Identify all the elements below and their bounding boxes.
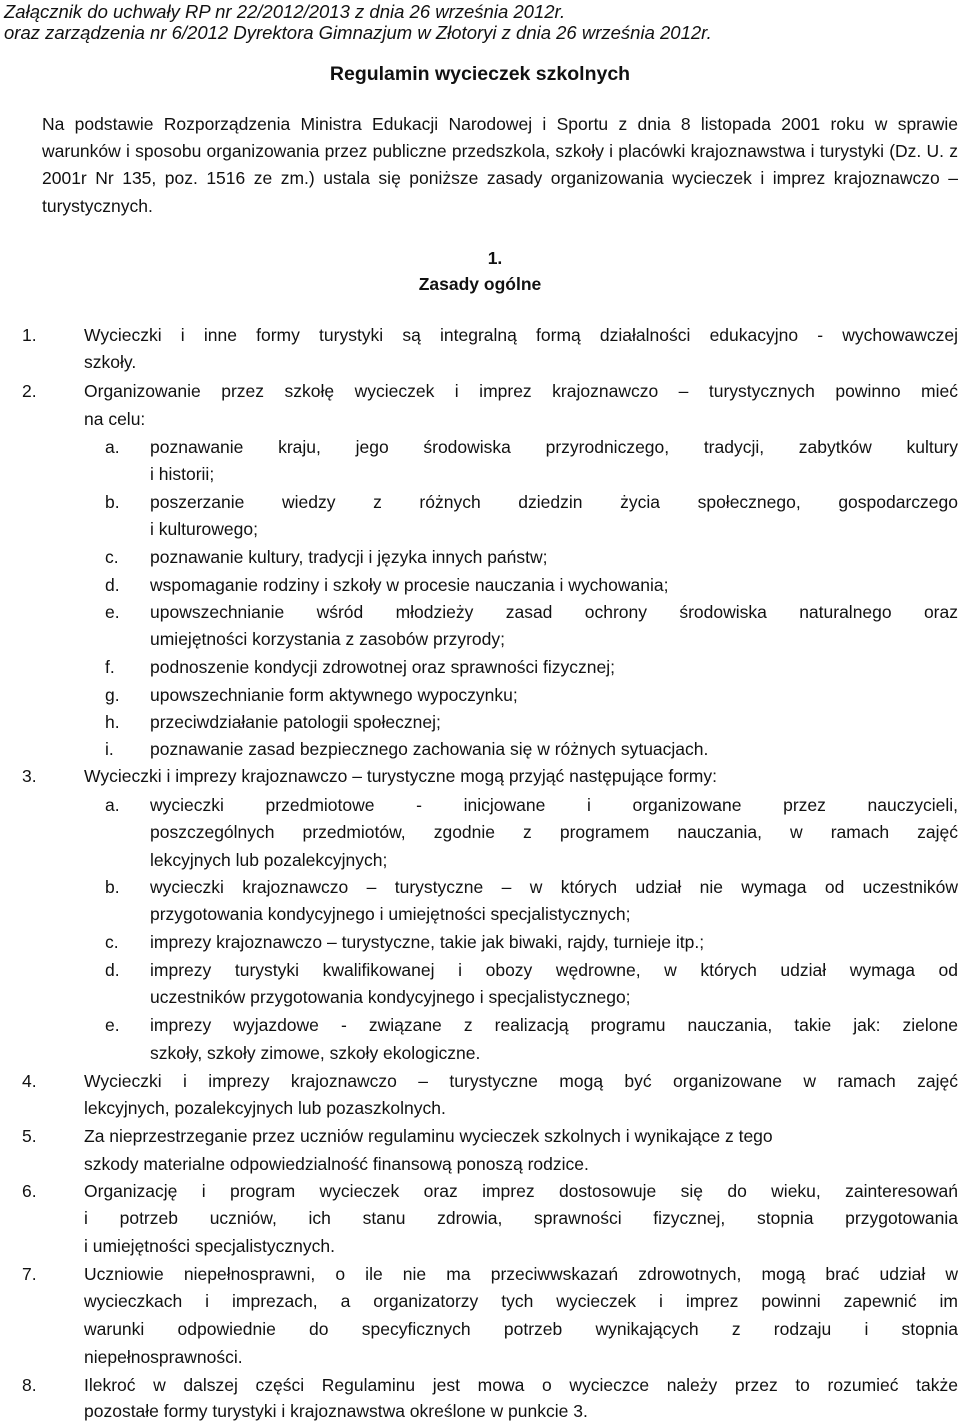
subitem-text-line: i kulturowego;	[150, 519, 258, 539]
item-text-line: Organizację i program wycieczek oraz imprez dostosowuje się do wieku, zainteresowań	[84, 1181, 958, 1201]
item-text-line: na celu:	[84, 409, 146, 429]
subitem-text-line: poszerzanie wiedzy z różnych dziedzin życia społecznego, gospodarczego	[150, 492, 958, 512]
subitem-text-line: poszczególnych przedmiotów, zgodnie z programem nauczania, w ramach zajęć	[150, 822, 958, 842]
subitem-marker: d.	[105, 575, 120, 595]
subitem-text-line: imprezy wyjazdowe - związane z realizacją programu nauczania, takie jak: zielone	[150, 1015, 958, 1035]
subitem-marker: a.	[105, 437, 120, 457]
subitem-text-line: wycieczki krajoznawczo – turystyczne – w których udział nie wymaga od uczestników	[150, 877, 958, 897]
attachment-note-line1: Załącznik do uchwały RP nr 22/2012/2013 z dnia 26 września 2012r.	[4, 1, 566, 22]
item-number: 1.	[22, 325, 37, 345]
item-number: 3.	[22, 766, 37, 786]
subitem-text-line: uczestników przygotowania kondycyjnego i specjalistycznego;	[150, 987, 631, 1007]
item-number: 8.	[22, 1375, 37, 1395]
subitem-text-line: upowszechnianie wśród młodzieży zasad ochrony środowiska naturalnego oraz	[150, 602, 958, 622]
subitem-text-line: lekcyjnych lub pozalekcyjnych;	[150, 850, 388, 870]
subitem-text-line: szkoły, szkoły zimowe, szkoły ekologiczne.	[150, 1043, 481, 1063]
subitem-marker: c.	[105, 547, 119, 567]
subitem-text-line: poznawanie zasad bezpiecznego zachowania się w różnych sytuacjach.	[150, 739, 709, 759]
subitem-marker: i.	[105, 739, 114, 759]
item-text-line: lekcyjnych, pozalekcyjnych lub pozaszkolnych.	[84, 1098, 446, 1118]
subitem-marker: b.	[105, 492, 120, 512]
subitem-text-line: upowszechnianie form aktywnego wypoczynku;	[150, 685, 518, 705]
subitem-text-line: przeciwdziałanie patologii społecznej;	[150, 712, 441, 732]
subitem-text-line: i historii;	[150, 464, 215, 484]
item-text-line: pozostałe formy turystyki i krajoznawstwa określone w punkcie 3.	[84, 1401, 588, 1421]
subitem-marker: h.	[105, 712, 120, 732]
section-number: 1.	[487, 248, 503, 268]
item-text-line: warunki odpowiednie do specyficznych potrzeb wynikających z rodzaju i stopnia	[84, 1319, 958, 1339]
item-text-line: Ilekroć w dalszej części Regulaminu jest mowa o wycieczce należy przez to rozumieć także	[84, 1375, 958, 1395]
subitem-text-line: imprezy turystyki kwalifikowanej i obozy wędrowne, w których udział wymaga od	[150, 960, 958, 980]
item-number: 5.	[22, 1126, 37, 1146]
item-text-line: Uczniowie niepełnosprawni, o ile nie ma przeciwwskazań zdrowotnych, mogą brać udział w	[84, 1264, 958, 1284]
subitem-marker: c.	[105, 932, 119, 952]
subitem-marker: e.	[105, 602, 120, 622]
section-title: Zasady ogólne	[418, 274, 542, 294]
item-number: 7.	[22, 1264, 37, 1284]
subitem-text-line: poznawanie kultury, tradycji i języka innych państw;	[150, 547, 548, 567]
item-text-line: Organizowanie przez szkołę wycieczek i imprez krajoznawczo – turystycznych powinno mieć	[84, 381, 958, 401]
subitem-text-line: imprezy krajoznawczo – turystyczne, takie jak biwaki, rajdy, turnieje itp.;	[150, 932, 705, 952]
item-number: 4.	[22, 1071, 37, 1091]
item-text-line: i umiejętności specjalistycznych.	[84, 1236, 335, 1256]
item-text-line: Za nieprzestrzeganie przez uczniów regulaminu wycieczek szkolnych i wynikające z tego	[84, 1126, 773, 1146]
item-text-line: szkody materialne odpowiedzialność finansową ponoszą rodzice.	[84, 1154, 589, 1174]
subitem-marker: g.	[105, 685, 120, 705]
subitem-marker: e.	[105, 1015, 120, 1035]
subitem-marker: b.	[105, 877, 120, 897]
item-text-line: Wycieczki i inne formy turystyki są integralną formą działalności edukacyjno - wychowawczej	[84, 325, 958, 345]
item-text-line: i potrzeb uczniów, ich stanu zdrowia, sprawności fizycznej, stopnia przygotowania	[84, 1208, 958, 1228]
subitem-marker: f.	[105, 657, 115, 677]
item-text-line: Wycieczki i imprezy krajoznawczo – turystyczne mogą przyjąć następujące formy:	[84, 766, 717, 786]
subitem-marker: a.	[105, 795, 120, 815]
subitem-text-line: wycieczki przedmiotowe - inicjowane i organizowane przez nauczycieli,	[150, 795, 958, 815]
subitem-text-line: wspomaganie rodziny i szkoły w procesie nauczania i wychowania;	[150, 575, 669, 595]
item-text-line: szkoły.	[84, 352, 137, 372]
item-number: 6.	[22, 1181, 37, 1201]
item-number: 2.	[22, 381, 37, 401]
subitem-text-line: podnoszenie kondycji zdrowotnej oraz sprawności fizycznej;	[150, 657, 615, 677]
document-title: Regulamin wycieczek szkolnych	[329, 63, 631, 85]
item-text-line: wycieczkach i imprezach, a organizatorzy tych wycieczek i imprez powinni zapewnić im	[84, 1291, 958, 1311]
subitem-text-line: poznawanie kraju, jego środowiska przyrodniczego, tradycji, zabytków kultury	[150, 437, 958, 457]
item-text-line: niepełnosprawności.	[84, 1347, 243, 1367]
intro-paragraph: Na podstawie Rozporządzenia Ministra Edukacji Narodowej i Sportu z dnia 8 listopada 2001 roku w sprawie warunków i sposobu organizowania przez publiczne przedszkola, szkoły i placówki krajoznawstwa i turystyki (Dz. U. z 2001r Nr 135, poz. 1516 ze zm.) ustala się poniższe zasady organizowania wycieczek i imprez krajoznawczo – turystycznych.	[42, 114, 958, 216]
attachment-note-line2: oraz zarządzenia nr 6/2012 Dyrektora Gimnazjum w Złotoryi z dnia 26 września 2012r.	[4, 22, 712, 43]
subitem-text-line: umiejętności korzystania z zasobów przyrody;	[150, 629, 506, 649]
subitem-marker: d.	[105, 960, 120, 980]
subitem-text-line: przygotowania kondycyjnego i umiejętności specjalistycznych;	[150, 904, 631, 924]
item-text-line: Wycieczki i imprezy krajoznawczo – turystyczne mogą być organizowane w ramach zajęć	[84, 1071, 958, 1091]
